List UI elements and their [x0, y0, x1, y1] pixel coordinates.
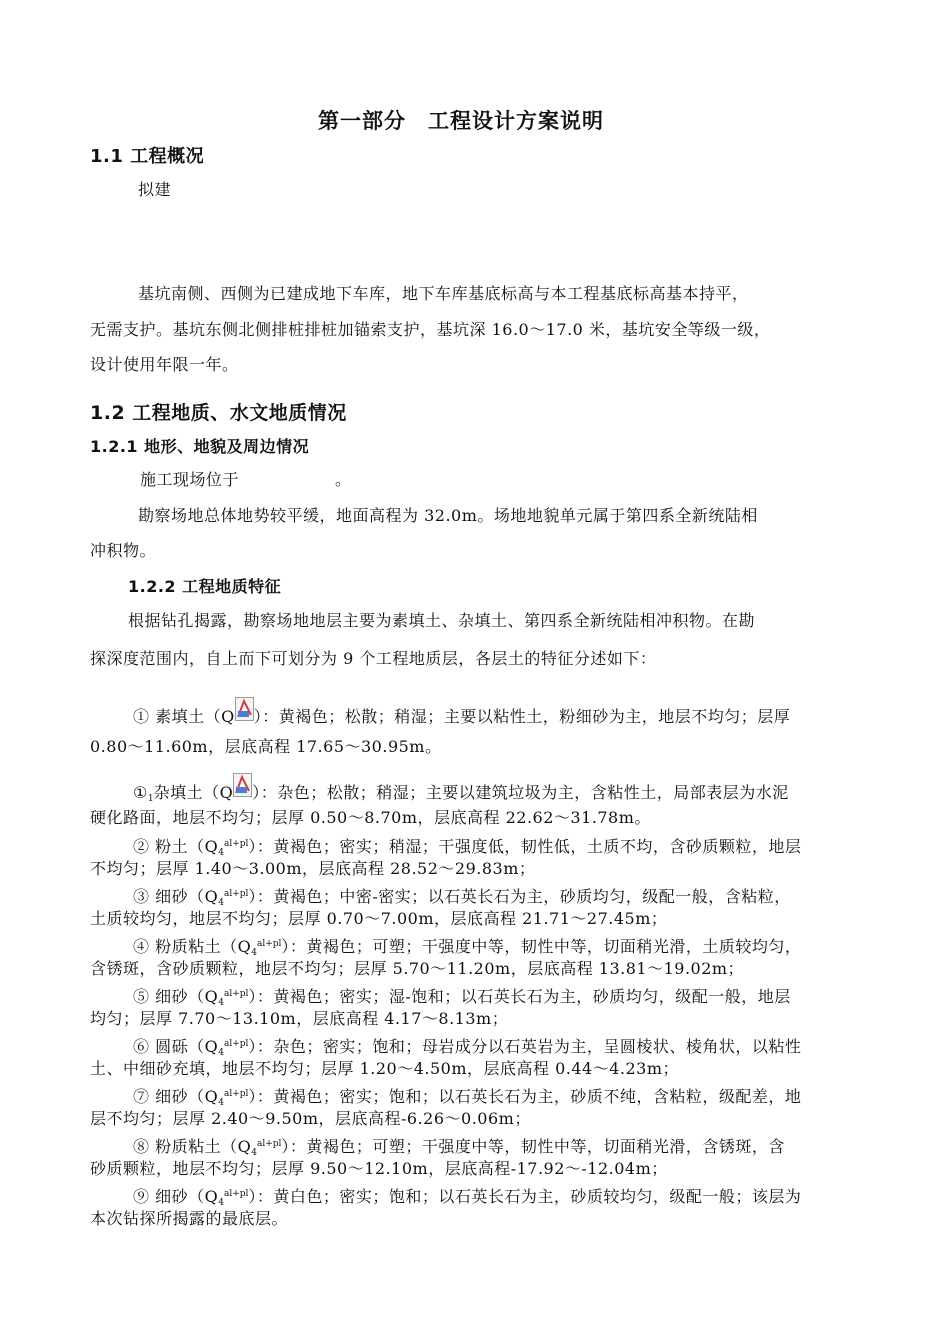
formula-image-icon [235, 703, 254, 725]
section-heading-1-1: 1.1 工程概况 [90, 146, 205, 167]
layer-6-line-1: ⑥ 圆砾$(Q_4^{al+pl})$：杂色；密实；饱和；母岩成分以石英岩为主，呈圆棱状、棱角状，以粘性 [133, 1037, 802, 1058]
layer-6-line-2: 土、中细砂充填，地层不均匀；层厚 1.20～4.50m，层底高程 0.44～4.23m； [90, 1059, 680, 1078]
layer-4-line-2: 含锈斑，含砂质颗粒，地层不均匀；层厚 5.70～11.20m，层底高程 13.81～19.02m； [90, 959, 745, 978]
formula-image-icon [233, 779, 252, 801]
layer-5-line-2: 均匀；层厚 7.70～13.10m，层底高程 4.17～8.13m； [90, 1009, 509, 1028]
layer-8-line-1: ⑧ 粉质粘土$(Q_4^{al+pl})$：黄褐色；可塑；干强度中等，韧性中等，切面稍光滑，含锈斑，含 [133, 1137, 785, 1158]
paragraph-text: 设计使用年限一年。 [90, 355, 239, 374]
layer-9-line-2: 本次钻探所揭露的最底层。 [90, 1209, 289, 1228]
site-location-end: 。 [335, 470, 352, 489]
paragraph-text: 冲积物。 [90, 541, 157, 560]
subsection-heading-1-2-2: 1.2.2 工程地质特征 [128, 577, 282, 596]
layer-1-1-line-2: 硬化路面，地层不均匀；层厚 0.50～8.70m，层底高程 22.62～31.78m。 [90, 808, 651, 827]
paragraph-text [140, 470, 352, 490]
layer-1-line-2: 0.80～11.60m，层底高程 17.65～30.95m。 [90, 737, 442, 756]
layer-2-line-2: 不均匀；层厚 1.40～3.00m，层底高程 28.52～29.83m； [90, 859, 536, 878]
layer-9-line-1: ⑨ 细砂$(Q_4^{al+pl})$：黄白色；密实；饱和；以石英长石为主，砂质较均匀，级配一般；该层为 [133, 1187, 802, 1208]
paragraph-text: 根据钻孔揭露，勘察场地地层主要为素填土、杂填土、第四系全新统陆相冲积物。在勘 [128, 611, 756, 630]
paragraph-text: 基坑南侧、西侧为已建成地下车库，地下车库基底标高与本工程基底标高基本持平， [138, 284, 749, 303]
site-location-label: 施工现场位于 [140, 470, 240, 489]
layer-1-1-line-1: $①_1$杂填土（Q ）：杂色；松散；稍湿；主要以建筑垃圾为主，含粘性土，局部表层为水泥 [133, 779, 789, 809]
layer-3-line-2: 土质较均匀，地层不均匀；层厚 0.70～7.00m，层底高程 21.71～27.45m； [90, 909, 668, 928]
paragraph-text: 拟建 [138, 180, 172, 199]
layer-3-line-1: ③ 细砂$(Q_4^{al+pl})$：黄褐色；中密-密实；以石英长石为主，砂质均匀，级配一般，含粘粒， [133, 887, 791, 908]
layer-1-line-1: ① 素填土（Q ）：黄褐色；松散；稍湿；主要以粘性土，粉细砂为主，地层不均匀；层厚 [133, 703, 790, 727]
paragraph-text: 勘察场地总体地势较平缓，地面高程为 32.0m。场地地貌单元属于第四系全新统陆相 [138, 506, 758, 525]
layer-4-line-1: ④ 粉质粘土$(Q_4^{al+pl})$：黄褐色；可塑；干强度中等，韧性中等，切面稍光滑，土质较均匀， [133, 937, 802, 958]
layer-7-line-2: 层不均匀；层厚 2.40～9.50m，层底高程-6.26～0.06m； [90, 1109, 531, 1128]
page-title: 第一部分 工程设计方案说明 [318, 109, 604, 133]
layer-8-line-2: 砂质颗粒，地层不均匀；层厚 9.50～12.10m，层底高程-17.92～-12.04m； [90, 1159, 668, 1178]
layer-7-line-1: ⑦ 细砂$(Q_4^{al+pl})$：黄褐色；密实；饱和；以石英长石为主，砂质不纯，含粘粒，级配差，地 [133, 1087, 802, 1108]
layer-5-line-1: ⑤ 细砂$(Q_4^{al+pl})$：黄褐色；密实；湿-饱和；以石英长石为主，砂质均匀，级配一般，地层 [133, 987, 791, 1008]
paragraph-text: 无需支护。基坑东侧北侧排桩排桩加锚索支护，基坑深 16.0～17.0 米，基坑安全等级一级， [90, 320, 771, 339]
subsection-heading-1-2-1: 1.2.1 地形、地貌及周边情况 [90, 437, 310, 456]
layer-2-line-1: ② 粉土$(Q_4^{al+pl})$：黄褐色；密实；稍湿；干强度低，韧性低，土质不均，含砂质颗粒，地层 [133, 837, 802, 858]
paragraph-text: 探深度范围内，自上而下可划分为 9 个工程地质层，各层土的特征分述如下： [90, 649, 657, 668]
section-heading-1-2: 1.2 工程地质、水文地质情况 [90, 402, 347, 424]
